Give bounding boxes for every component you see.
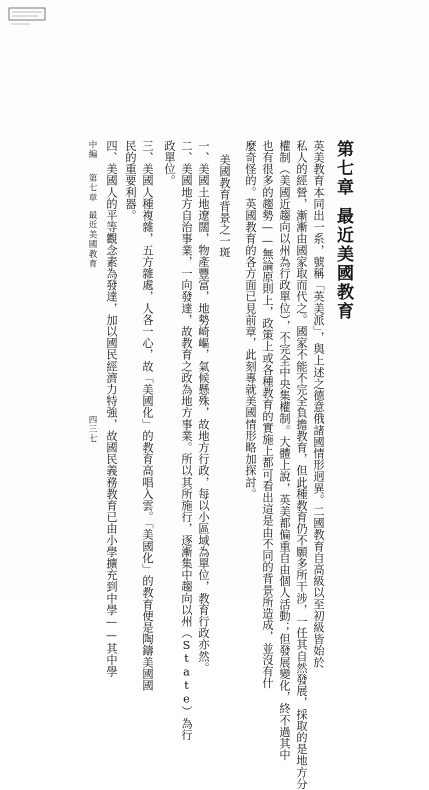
- text-column: 私人的經營，漸漸由國家取而代之。國家不能不完全負擔教育，但此種教育仍不願多所干涉，一任其自然發展，採取的是地方分: [295, 140, 308, 790]
- section-heading: 美國教育背景之一斑: [218, 154, 231, 259]
- text-column: 麼奇怪的。英國教育的各方面已見前章，此刻專就美國情形略加探討。: [244, 140, 257, 500]
- list-item: 三、美國人種複雜，五方雜處，人各一心，故「美國化」的教育高唱入雲。「美國化」的教育便是陶鑄美國國: [141, 140, 154, 692]
- list-item: 一、美國土地遼闊，物產豐富，地勢崎嶇，氣候懸殊，故地方行政，每以小區域為單位，教育行政亦然。: [197, 140, 210, 674]
- text-column: 英美教育本同出一系，號稱「英美派」，與上述之德意俄諸國情形迥異。二國教育自高級以至初級皆始於: [312, 140, 325, 668]
- running-footer: [85, 140, 98, 269]
- footer-title: 最近美國教育: [87, 210, 97, 269]
- list-item: 四、美國人的平等觀念素為發達，加以國民經濟力特強，故國民義務教育已由小學擴充到中學——其中學: [105, 140, 118, 678]
- library-stamp-icon: [8, 6, 48, 30]
- footer-part: 中編: [87, 140, 97, 160]
- list-item-continuation: 民的重要利器。: [124, 140, 137, 222]
- page-number: 四三七: [87, 415, 97, 444]
- chapter-heading: [333, 140, 353, 321]
- text-column: 權制（美國近趨向以州為行政單位），不完全中央集權制。大體上說，英美都偏重自由個人活動；但發展變化，終不過其中: [278, 140, 291, 761]
- chapter-title: 最近美國教育: [333, 207, 353, 321]
- text-column: 也有很多的趨勢——無論原則上，政策上或各種教育的實施上都可看出這是由不同的背景所造成，並沒有什: [261, 140, 274, 689]
- chapter-number: 第七章: [333, 140, 353, 197]
- list-item-continuation: 政單位。: [163, 140, 176, 187]
- list-item: 二、美國地方自治事業，一向發達，故教育之政為地方事業。所以其所施行，逐漸集中趨向以州（State）為行: [180, 140, 193, 741]
- footer-chapter: 第七章: [87, 173, 97, 203]
